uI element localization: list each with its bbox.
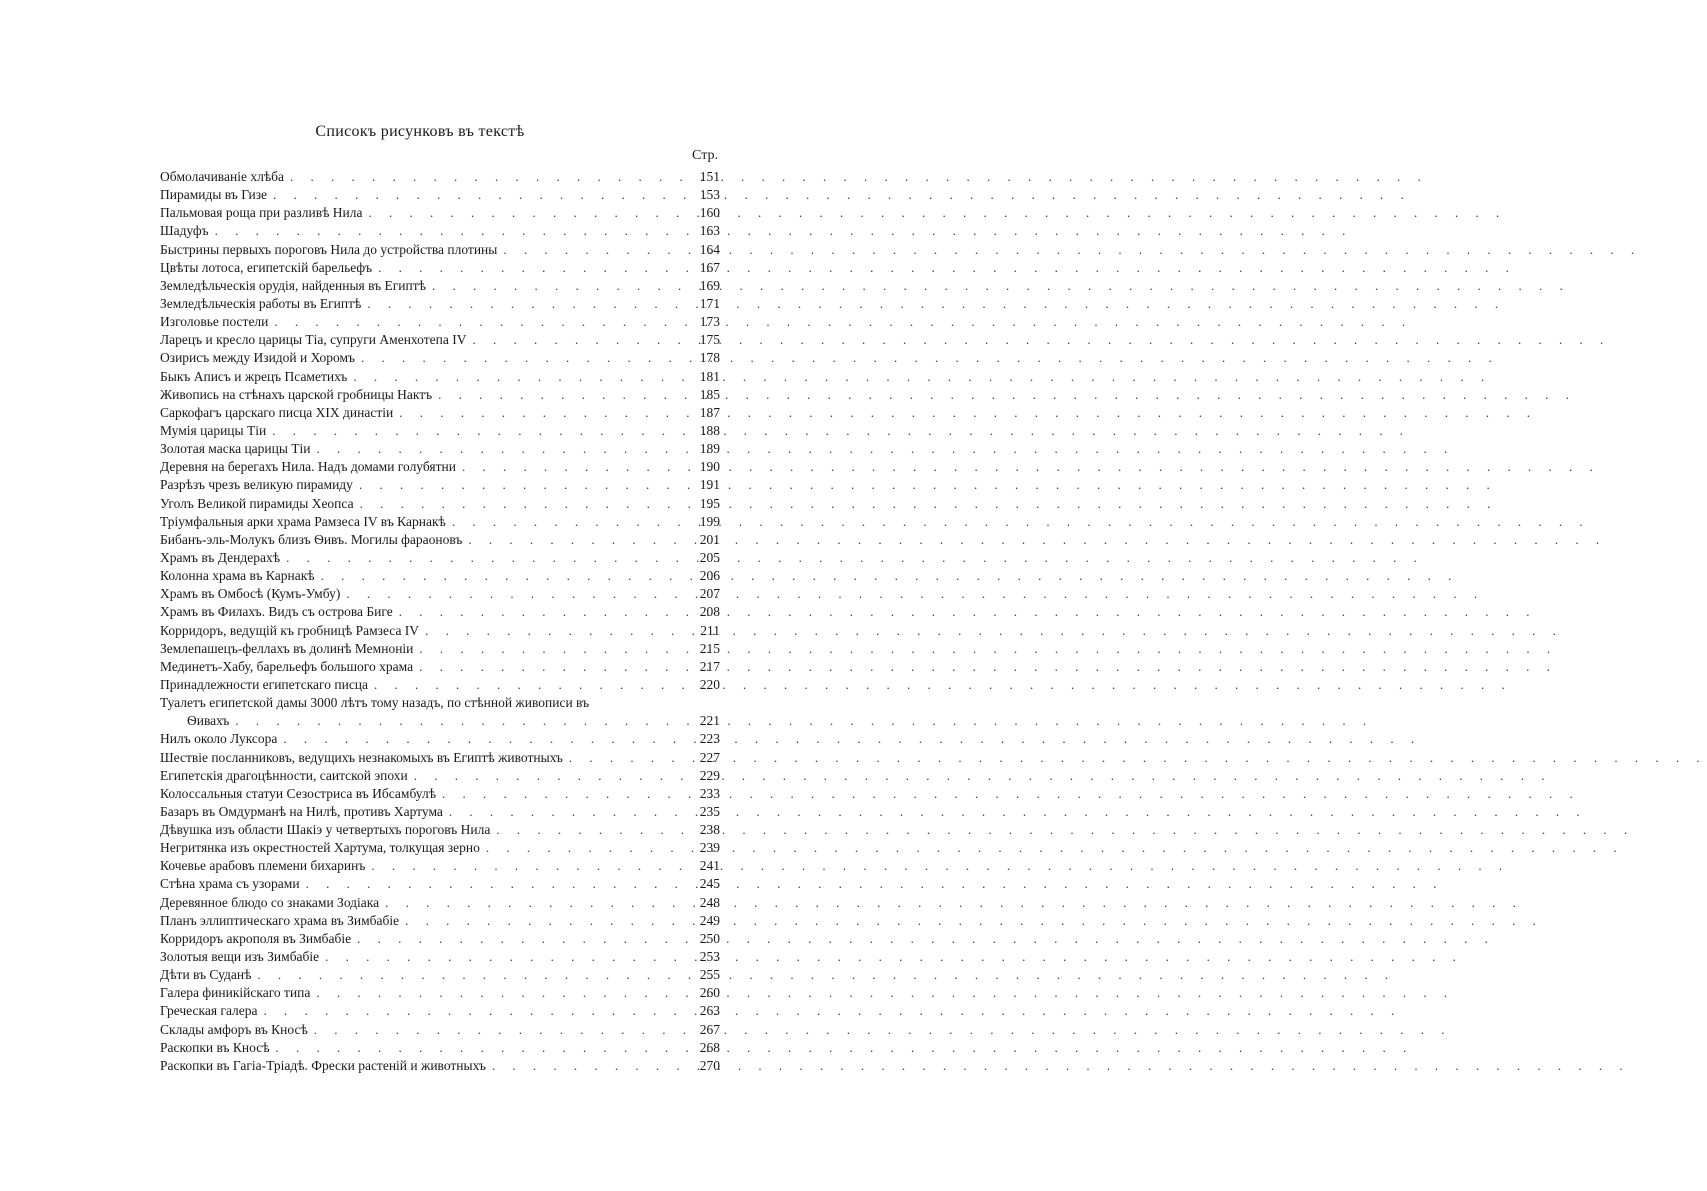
entry-title: Пальмовая роща при разливѣ Нила <box>160 205 363 221</box>
entry-title: Храмъ въ Омбосѣ (Кумъ-Умбу) <box>160 586 341 602</box>
leader-dots <box>452 513 676 531</box>
list-item <box>160 186 720 204</box>
entry-title: Бибанъ-эль-Молукъ близъ Ѳивъ. Могилы фараоновъ <box>160 531 463 547</box>
entry-page-number: 189 <box>699 441 720 457</box>
list-item <box>160 1039 720 1057</box>
entry-page-number: 208 <box>699 604 720 620</box>
entry-title: Пирамиды въ Гизе <box>160 187 268 203</box>
leader-dots <box>235 712 676 730</box>
entry-title: Землепашецъ-феллахъ въ долинѣ Мемноніи <box>160 640 414 656</box>
leader-dots <box>215 222 676 240</box>
entry-title: Саркофагъ царскаго писца XIX династіи <box>160 404 394 420</box>
entry-page-number: 217 <box>699 658 720 674</box>
leader-dots <box>316 984 676 1002</box>
entry-page-number: 206 <box>699 568 720 584</box>
list-item <box>160 495 720 513</box>
list-item <box>160 930 720 948</box>
entry-title: Египетскія драгоцѣнности, саитской эпохи <box>160 767 408 783</box>
entry-page-number: 163 <box>699 223 720 239</box>
entry-page-number: 241 <box>699 858 720 874</box>
entry-title: Базаръ въ Омдурманѣ на Нилѣ, противъ Хартума <box>160 803 443 819</box>
entry-page-number: 268 <box>699 1039 720 1055</box>
entry-title: Земледѣльческія орудія, найденныя въ Египтѣ <box>160 277 426 293</box>
leader-dots <box>283 730 676 748</box>
entry-page-number: 205 <box>699 549 720 565</box>
list-item <box>160 168 720 186</box>
leader-dots <box>486 839 676 857</box>
leader-dots <box>359 476 676 494</box>
entry-page-number: 191 <box>699 477 720 493</box>
list-item <box>160 821 720 839</box>
entry-title: Уголъ Великой пирамиды Хеопса <box>160 495 354 511</box>
leader-dots <box>425 622 676 640</box>
list-item <box>160 368 720 386</box>
entry-page-number: 260 <box>699 985 720 1001</box>
entry-title: Греческая галера <box>160 1003 258 1019</box>
entry-page-number: 211 <box>700 622 720 638</box>
entry-title: Склады амфоръ въ Кносѣ <box>160 1021 308 1037</box>
list-item <box>160 422 720 440</box>
list-item <box>160 440 720 458</box>
entry-page-number: 181 <box>699 368 720 384</box>
leader-dots <box>321 567 676 585</box>
entry-page-number: 188 <box>699 422 720 438</box>
list-item <box>160 984 720 1002</box>
leader-dots <box>432 277 676 295</box>
list-item <box>160 785 720 803</box>
leader-dots <box>346 585 676 603</box>
list-item <box>160 694 720 712</box>
entry-page-number: 169 <box>699 277 720 293</box>
entry-page-number: 190 <box>699 459 720 475</box>
entry-page-number: 178 <box>699 350 720 366</box>
leader-dots <box>503 241 676 259</box>
list-item <box>160 603 720 621</box>
page-column-heading: Стр. <box>692 148 718 163</box>
entry-page-number: 270 <box>699 1057 720 1073</box>
entry-page-number: 207 <box>699 586 720 602</box>
page <box>0 0 840 1191</box>
list-item <box>160 513 720 531</box>
list-item <box>160 912 720 930</box>
entry-page-number: 250 <box>699 930 720 946</box>
list-item <box>160 658 720 676</box>
leader-dots <box>399 404 676 422</box>
leader-dots <box>306 875 676 893</box>
list-item <box>160 222 720 240</box>
list-item <box>160 1021 720 1039</box>
leader-dots <box>468 531 676 549</box>
entry-page-number: 187 <box>699 404 720 420</box>
leader-dots <box>442 785 676 803</box>
entry-title: Шествіе посланниковъ, ведущихъ незнакомыхъ въ Египтѣ животныхъ <box>160 749 563 765</box>
entry-page-number: 267 <box>699 1021 720 1037</box>
entry-title: Обмолачиваніе хлѣба <box>160 169 285 184</box>
list-item <box>160 1057 720 1075</box>
entry-page-number: 255 <box>699 967 720 983</box>
figure-list <box>160 168 720 1075</box>
entry-page-number: 238 <box>699 822 720 838</box>
entry-title: Золотыя вещи изъ Зимбабіе <box>160 949 320 965</box>
list-item <box>160 295 720 313</box>
list-item <box>160 476 720 494</box>
leader-dots <box>286 549 676 567</box>
entry-title: Дѣти въ Суданѣ <box>160 967 252 983</box>
entry-title: Принадлежности египетскаго писца <box>160 676 369 692</box>
entry-title: Земледѣльческія работы въ Египтѣ <box>160 295 362 311</box>
list-item <box>160 567 720 585</box>
list-item <box>160 803 720 821</box>
list-item <box>160 458 720 476</box>
entry-title: Кочевье арабовъ племени бихаринъ <box>160 858 366 874</box>
entry-title: Туалетъ египетской дамы 3000 лѣтъ тому назадъ, по стѣнной живописи въ <box>160 695 590 711</box>
entry-title: Ѳивахъ <box>187 713 230 729</box>
entry-title: Быкъ Аписъ и жрецъ Псаметихъ <box>160 368 348 384</box>
entry-title: Шадуфъ <box>160 223 209 239</box>
entry-title: Корридоръ, ведущій къ гробницѣ Рамзеса IV <box>160 622 420 638</box>
entry-title: Озирисъ между Изидой и Хоромъ <box>160 350 356 366</box>
leader-dots <box>272 422 676 440</box>
entry-title: Раскопки въ Кносѣ <box>160 1039 270 1055</box>
leader-dots <box>472 331 676 349</box>
entry-title: Негритянка изъ окрестностей Хартума, толкущая зерно <box>160 840 480 856</box>
entry-title: Деревня на берегахъ Нила. Надъ домами голубятни <box>160 459 456 475</box>
entry-title: Планъ эллиптическаго храма въ Зимбабіе <box>160 912 400 928</box>
leader-dots <box>353 368 676 386</box>
entry-title: Нилъ около Луксора <box>160 731 278 747</box>
list-item <box>160 277 720 295</box>
entry-page-number: 245 <box>699 876 720 892</box>
leader-dots <box>371 857 676 875</box>
list-item <box>160 531 720 549</box>
leader-dots <box>257 966 676 984</box>
list-item <box>160 585 720 603</box>
entry-title: Храмъ въ Дендерахѣ <box>160 549 281 565</box>
leader-dots <box>414 767 676 785</box>
entry-title: Тріумфальныя арки храма Рамзеса IV въ Карнакѣ <box>160 513 446 529</box>
list-item <box>160 948 720 966</box>
entry-page-number: 248 <box>699 894 720 910</box>
leader-dots <box>367 295 676 313</box>
entry-title: Дѣвушка изъ области Шакіэ у четвертыхъ пороговъ Нила <box>160 822 491 838</box>
entry-title: Галера финикійскаго типа <box>160 985 311 1001</box>
entry-title: Золотая маска царицы Тіи <box>160 441 311 457</box>
leader-dots <box>438 386 676 404</box>
list-item <box>160 640 720 658</box>
entry-title: Корридоръ акрополя въ Зимбабіе <box>160 930 352 946</box>
entry-page-number: 239 <box>699 840 720 856</box>
entry-page-number: 175 <box>699 332 720 348</box>
leader-dots <box>374 676 676 694</box>
entry-page-number: 235 <box>699 803 720 819</box>
list-item <box>160 730 720 748</box>
entry-page-number: 167 <box>699 259 720 275</box>
list-item <box>160 331 720 349</box>
list-item <box>160 622 720 640</box>
entry-title: Деревянное блюдо со знаками Зодіака <box>160 894 380 910</box>
leader-dots <box>496 821 676 839</box>
entry-page-number: 153 <box>699 187 720 203</box>
leader-dots <box>325 948 676 966</box>
leader-dots <box>290 168 676 186</box>
leader-dots <box>317 440 676 458</box>
entry-page-number: 249 <box>699 912 720 928</box>
leader-dots <box>273 186 676 204</box>
entry-page-number: 164 <box>699 241 720 257</box>
entry-title: Колонна храма въ Карнакѣ <box>160 568 315 584</box>
leader-dots <box>385 894 676 912</box>
entry-title: Колоссальныя статуи Сезостриса въ Ибсамбулѣ <box>160 785 437 801</box>
leader-dots <box>449 803 676 821</box>
entry-page-number: 215 <box>699 640 720 656</box>
list-item <box>160 386 720 404</box>
leader-dots <box>378 259 676 277</box>
entry-title: Быстрины первыхъ пороговъ Нила до устройства плотины <box>160 241 498 257</box>
leader-dots <box>314 1021 676 1039</box>
entry-page-number: 195 <box>699 495 720 511</box>
leader-dots <box>360 495 676 513</box>
entry-page-number: 173 <box>699 314 720 330</box>
leader-dots <box>492 1057 676 1075</box>
entry-page-number: 221 <box>699 713 720 729</box>
leader-dots <box>419 640 676 658</box>
list-item <box>160 894 720 912</box>
entry-page-number: 227 <box>699 749 720 765</box>
leader-dots <box>462 458 676 476</box>
entry-page-number: 253 <box>699 949 720 965</box>
entry-title: Цвѣты лотоса, египетскій барельефъ <box>160 259 373 275</box>
entry-page-number: 171 <box>699 295 720 311</box>
entry-title: Изголовье постели <box>160 314 269 330</box>
list-item <box>160 875 720 893</box>
entry-page-number: 263 <box>699 1003 720 1019</box>
list-item <box>160 767 720 785</box>
list-item <box>160 1002 720 1020</box>
entry-title: Разрѣзъ чрезъ великую пирамиду <box>160 477 353 493</box>
entry-title: Храмъ въ Филахъ. Видъ съ острова Биге <box>160 604 393 620</box>
leader-dots <box>357 930 676 948</box>
entry-page-number: 151 <box>699 169 720 184</box>
list-item <box>160 712 720 730</box>
list-item <box>160 241 720 259</box>
list-item <box>160 857 720 875</box>
entry-page-number: 185 <box>699 386 720 402</box>
leader-dots <box>569 749 676 767</box>
entry-title: Мединетъ-Хабу, барельефъ большого храма <box>160 658 414 674</box>
entry-title: Ларецъ и кресло царицы Тіа, супруги Аменхотепа IV <box>160 332 467 348</box>
entry-page-number: 229 <box>699 767 720 783</box>
leader-dots <box>405 912 676 930</box>
leader-dots <box>264 1002 676 1020</box>
entry-title: Мумія царицы Тіи <box>160 422 267 438</box>
entry-page-number: 220 <box>699 676 720 692</box>
list-item <box>160 676 720 694</box>
leader-dots <box>368 204 676 222</box>
list-item <box>160 404 720 422</box>
leader-dots <box>419 658 676 676</box>
leader-dots <box>276 1039 676 1057</box>
page-title: Списокъ рисунковъ въ текстѣ <box>315 123 525 140</box>
list-item <box>160 549 720 567</box>
list-item <box>160 204 720 222</box>
leader-dots <box>274 313 676 331</box>
entry-page-number: 160 <box>699 205 720 221</box>
entry-page-number: 199 <box>699 513 720 529</box>
entry-title: Живопись на стѣнахъ царской гробницы Нактъ <box>160 386 433 402</box>
leader-dots <box>361 349 676 367</box>
list-item <box>160 839 720 857</box>
entry-page-number: 201 <box>699 531 720 547</box>
list-item <box>160 349 720 367</box>
entry-page-number: 233 <box>699 785 720 801</box>
entry-page-number: 223 <box>699 731 720 747</box>
list-item <box>160 259 720 277</box>
entry-title: Раскопки въ Гагіа-Тріадѣ. Фрески растеній и животныхъ <box>160 1057 486 1073</box>
list-item <box>160 313 720 331</box>
entry-title: Стѣна храма съ узорами <box>160 876 300 892</box>
list-item <box>160 966 720 984</box>
list-item <box>160 749 720 767</box>
leader-dots <box>399 603 676 621</box>
